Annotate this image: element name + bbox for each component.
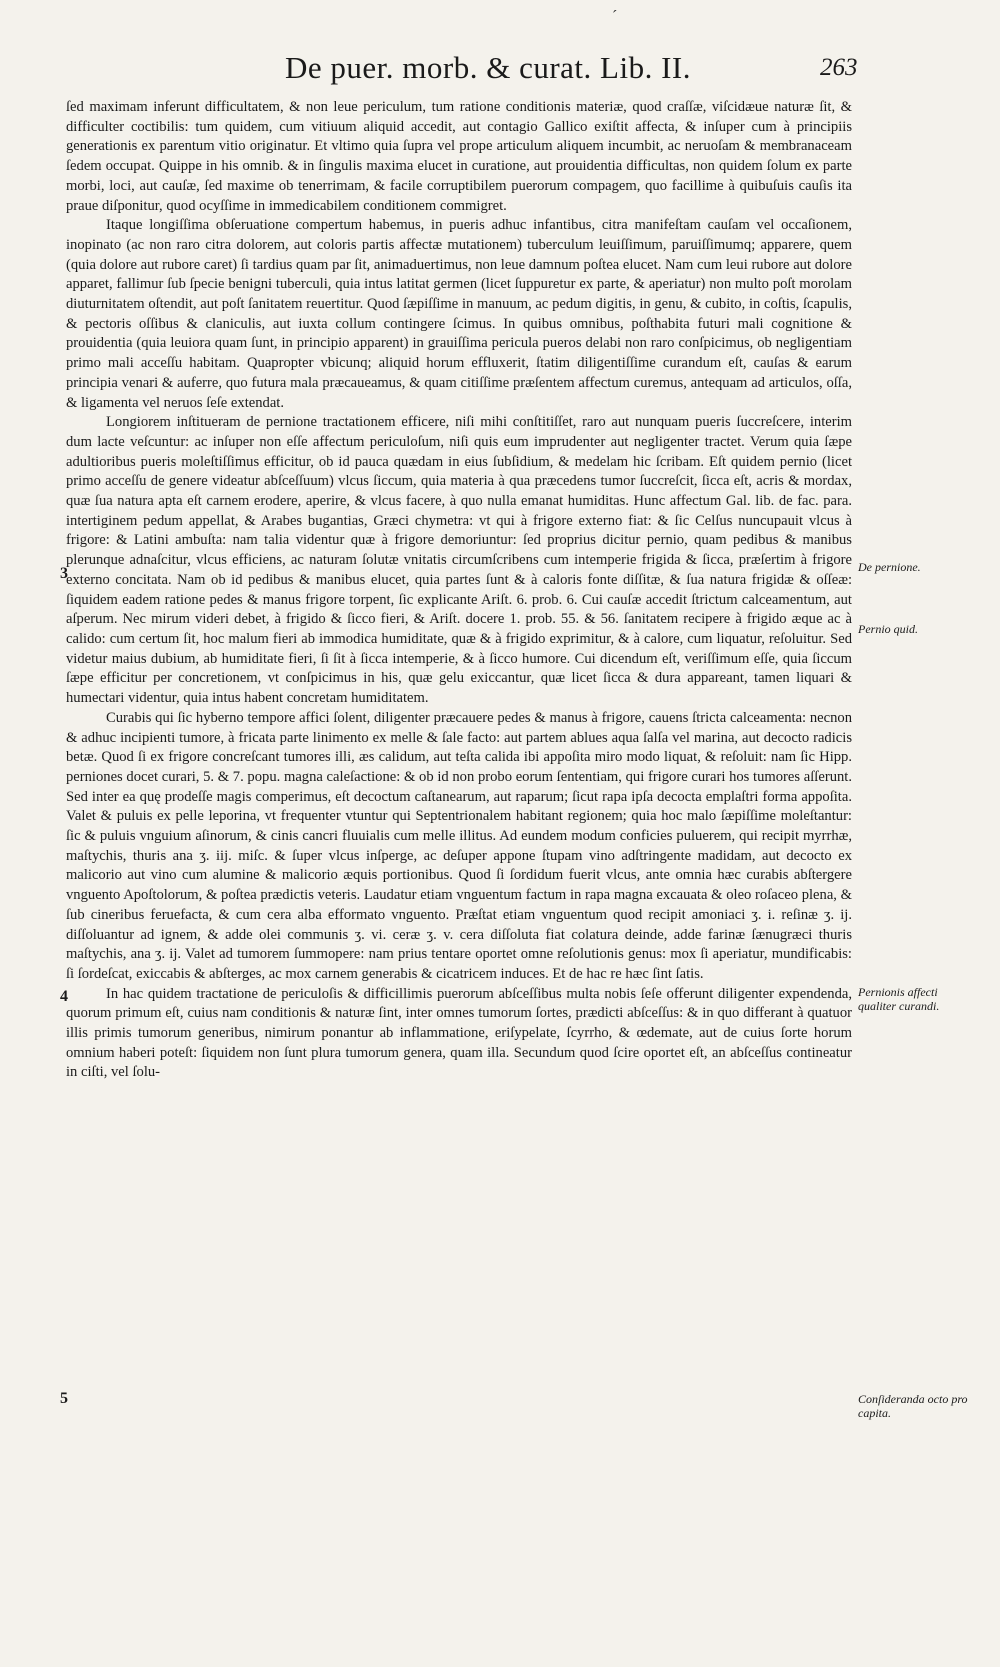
section-number-3: 3 — [60, 565, 68, 582]
marginal-note-consideranda: Conſideranda octo pro capita. — [858, 1392, 968, 1420]
stray-mark: ´ — [612, 8, 618, 25]
paragraph-1: ſed maximam inferunt difficultatem, & non leue periculum, tum ratione conditionis materiæ, quod craſſæ, viſcidæue naturæ ſit, & difficulter coctibilis: tum quidem, cum vitiuum aliquid accedit, aut contagio Gallico exiſtit affecta, & inſuper cum à principiis generationis ex parentum vitio originatur. Et vltimo quia ſupra vel prope articulum aliquem incumbit, ac neruoſam & membranaceam ſedem occupat. Quippe in his omnib. & in ſingulis maxima elucet in curatione, aut prouidentia difficultas, non quidem ſolum ex parte morbi, loci, aut cauſæ, ſed maxime ob tenerrimam, & facile corruptibilem puerorum compagem, quo facillime à quibuſuis cauſis ita praue diſponitur, quod ocyſſime in immedicabilem conditionem commigret. — [66, 99, 852, 214]
paragraph-5: In hac quidem tractatione de periculoſis & difficillimis puerorum abſceſſibus multa nobis ſeſe offerunt diligenter expendenda, quorum primum eſt, cuius nam conditionis & naturæ ſint, inter omnes tumorum ſortes, prædicti abſceſſus: & in quo differant à quatuor illis primis tumorum generibus, nimirum ponantur ab inflammatione, eriſypelate, ſcyrrho, & œdemate, aut de cuius ſorte horum omnium haberi poteſt: ſiquidem non ſunt plura tumorum genera, quam illa. Secundum quod ſcire oportet eſt, an abſceſſus contineatur in ciſti, vel ſolu- — [66, 985, 852, 1081]
page-number: 263 — [820, 54, 858, 81]
section-number-5: 5 — [60, 1390, 68, 1407]
page-header — [0, 40, 1000, 98]
paragraph-2: Itaque longiſſima obſeruatione compertum habemus, in pueris adhuc infantibus, citra manifeſtam cauſam vel occaſionem, inopinato (ac non raro citra dolorem, aut coloris partis affectæ mutationem) tuberculum leuiſſimum, paruiſſimumq; apparere, quem (quia dolore aut rubore caret) ſi tardius quam par ſit, animaduertimus, non leue damnum poſtea elucet. Nam cum leui rubore aut dolore apparet, fallimur ſub ſpecie benigni tuberculi, quia intus latitat germen (licet ſuppuretur ex parte, & aperiatur) non multo poſt morolam diuturnitatem oſtendit, aut poſt ſanitatem reuertitur. Quod ſæpiſſime in manuum, ac pedum digitis, in genu, & cubito, in coſtis, ſcapulis, & pectoris oſſibus & claniculis, aut iuxta collum contingere ſcimus. In quibus omnibus, poſthabita futuri mali cognitione & prouidentia (quia leuiora quam ſunt, in principio apparent) in grauiſſima pericula pueros delabi non raro conſpicimus, ob negligentiam primo mali acceſſu habitam. Quapropter vbicunq; aliquid horum effluxerit, ſtatim diligentiſſime curandum eſt, cauſas & earum principia venari & auferre, quo futura mala præcaueamus, & quam citiſſime præſentem affectum curemus, antequam ad articulos, oſſa, & ligamenta vel neruos ſeſe extendat. — [66, 217, 852, 411]
marginal-note-pernionis-curandi: Pernionis affecti qualiter curandi. — [858, 985, 940, 1013]
marginal-note-de-pernione: De pernione. — [858, 560, 921, 574]
section-number-4: 4 — [60, 988, 68, 1005]
paragraph-4: Curabis qui ſic hyberno tempore affici ſolent, diligenter præcauere pedes & manus à frigore, cauens ſtricta calceamenta: necnon & adhuc incipienti tumore, à fricata parte linimento ex melle & ſale facto: aut partem ablues aqua ſalſa vel marina, aut decocto radicis betæ. Quod ſi ex frigore concreſcant tumores illi, æs calidum, aut teſta calida ibi appoſita miro modo liquat, & reſoluit: nam ſic Hipp. perniones docet curari, 5. & 7. popu. magna caleſactione: & ob id non probo eorum ſententiam, qui frigore curari hos tumores aſſerunt. Sed inter ea quę prodeſſe magis comperimus, eſt decoctum caſtanearum, aut raparum; ſicut rapa ipſa decocta emplaſtri forma appoſita. Valet & puluis ex pelle leporina, vt frequenter vtuntur qui Septentrionalem habitant regionem; quia hoc malo ſæpiſſime moleſtantur: ſic & puluis vnguium aſinorum, & cinis cancri fluuialis cum melle illitus. Ad eundem modum conficies puluerem, qui recipit myrrhæ, maſtychis, thuris ana ʒ. iij. miſc. & ſuper vlcus inſperge, ac deſuper appone ſtupam vino adſtringente madidam, aut decocto ex malicorio aut vino cum alumine & malicorio æquis portionibus. Quod ſi ſordidum fuerit vlcus, ante omnia hæc curabis abſtergere vnguento Apoſtolorum, & poſtea prædictis veteris. Laudatur etiam vnguentum factum in rapa magna excauata & oleo roſaceo plena, & ſub cineribus feruefacta, & cum cera alba efformato vnguento. Præſtat etiam vnguentum quod recipit amoniaci ʒ. i. reſinæ ʒ. ij. diſſoluantur ad ignem, & adde olei communis ʒ. vi. ceræ ʒ. v. cera diſſoluta fiat colatura deinde, adde farinæ ſænugræci thuris maſtychis, ana ʒ. ij. Valet ad tumorem ſummopere: nam prius tentare oportet omne reſolutionis genus: mox ſi aperiatur, mundificabis: ſi ſordeſcat, exiccabis & abſterges, ac mox carnem generabis & cicatricem induces. Et de hac re hæc ſint ſatis. — [66, 709, 852, 982]
paragraph-3: Longiorem inſtitueram de pernione tractationem efficere, niſi mihi conſtitiſſet, raro aut nunquam pueris ſuccreſcere, interim dum lacte veſcuntur: ac inſuper non eſſe affectum periculoſum, niſi quis eum imprudenter aut negligenter tractet. Verum quia ſæpe adultioribus pueris moleſtiſſimus efficitur, ob id pauca quædam in eius ſubſidium, & medelam hic ſcribam. Eſt quidem pernio (licet primo acceſſu de genere videatur abſceſſuum) vlcus ſiccum, quia materia à qua præcedens tumor ſuccreſcit, ſicca eſt, acris & mordax, quæ ſua natura apta eſt carnem erodere, aperire, & vlcus facere, à quo nulla emanat humiditas. Hunc affectum Gal. lib. de fac. para. intertiginem pedum appellat, & Arabes bugantias, Græci chymetra: vt qui à frigore externo fiat: & ſic Celſus nuncupauit vlcus à frigore: & Latini ambuſta: nam talia videntur quæ à frigore demoriuntur: ſed proprius dicitur pernio, quam pedibus & manibus plerunque adnaſcitur, vlcus efficiens, ac naturam ſolutæ vnitatis circumſcribens cum intemperie frigida & ſicca, præſertim à frigore externo concitata. Nam ob id pedibus & manibus elucet, quia partes ſunt & à caloris fonte diſſitæ, & ſua natura frigidæ & oſſeæ: ſiquidem eadem ratione pedes & manus frigore torpent, ſic explicante Ariſt. 6. prob. 6. Cui cauſæ accedit ſtrictum calceamentum, aut aſperum. Nec mirum videri debet, à frigido & ſicco fieri, & Ariſt. docere 1. prob. 55. & 56. ſanitatem recipere à frigido æque ac à calido: cum certum ſit, hoc malum fieri ab immodica humiditate, quæ & à frigido exprimitur, & à calore, cum liquatur, reſoluitur. Sed videtur maius dubium, ab humiditate fieri, ſi ſit à ſicca intemperie, & à ſicco humore. Cui dicendum eſt, veriſſimum eſſe, quia ſiccum ſæpe efficitur per concretionem, vt conſpicimus in his, quæ gelu exiccantur, quæ licet ſicca & dura appareant, tamen liquari & humectari videntur, quia intus habent concretam humiditatem. — [66, 414, 852, 707]
running-title: De puer. morb. & curat. Lib. II. — [285, 50, 691, 85]
marginal-note-pernio-quid: Pernio quid. — [858, 622, 918, 636]
main-text-column — [66, 98, 852, 1653]
